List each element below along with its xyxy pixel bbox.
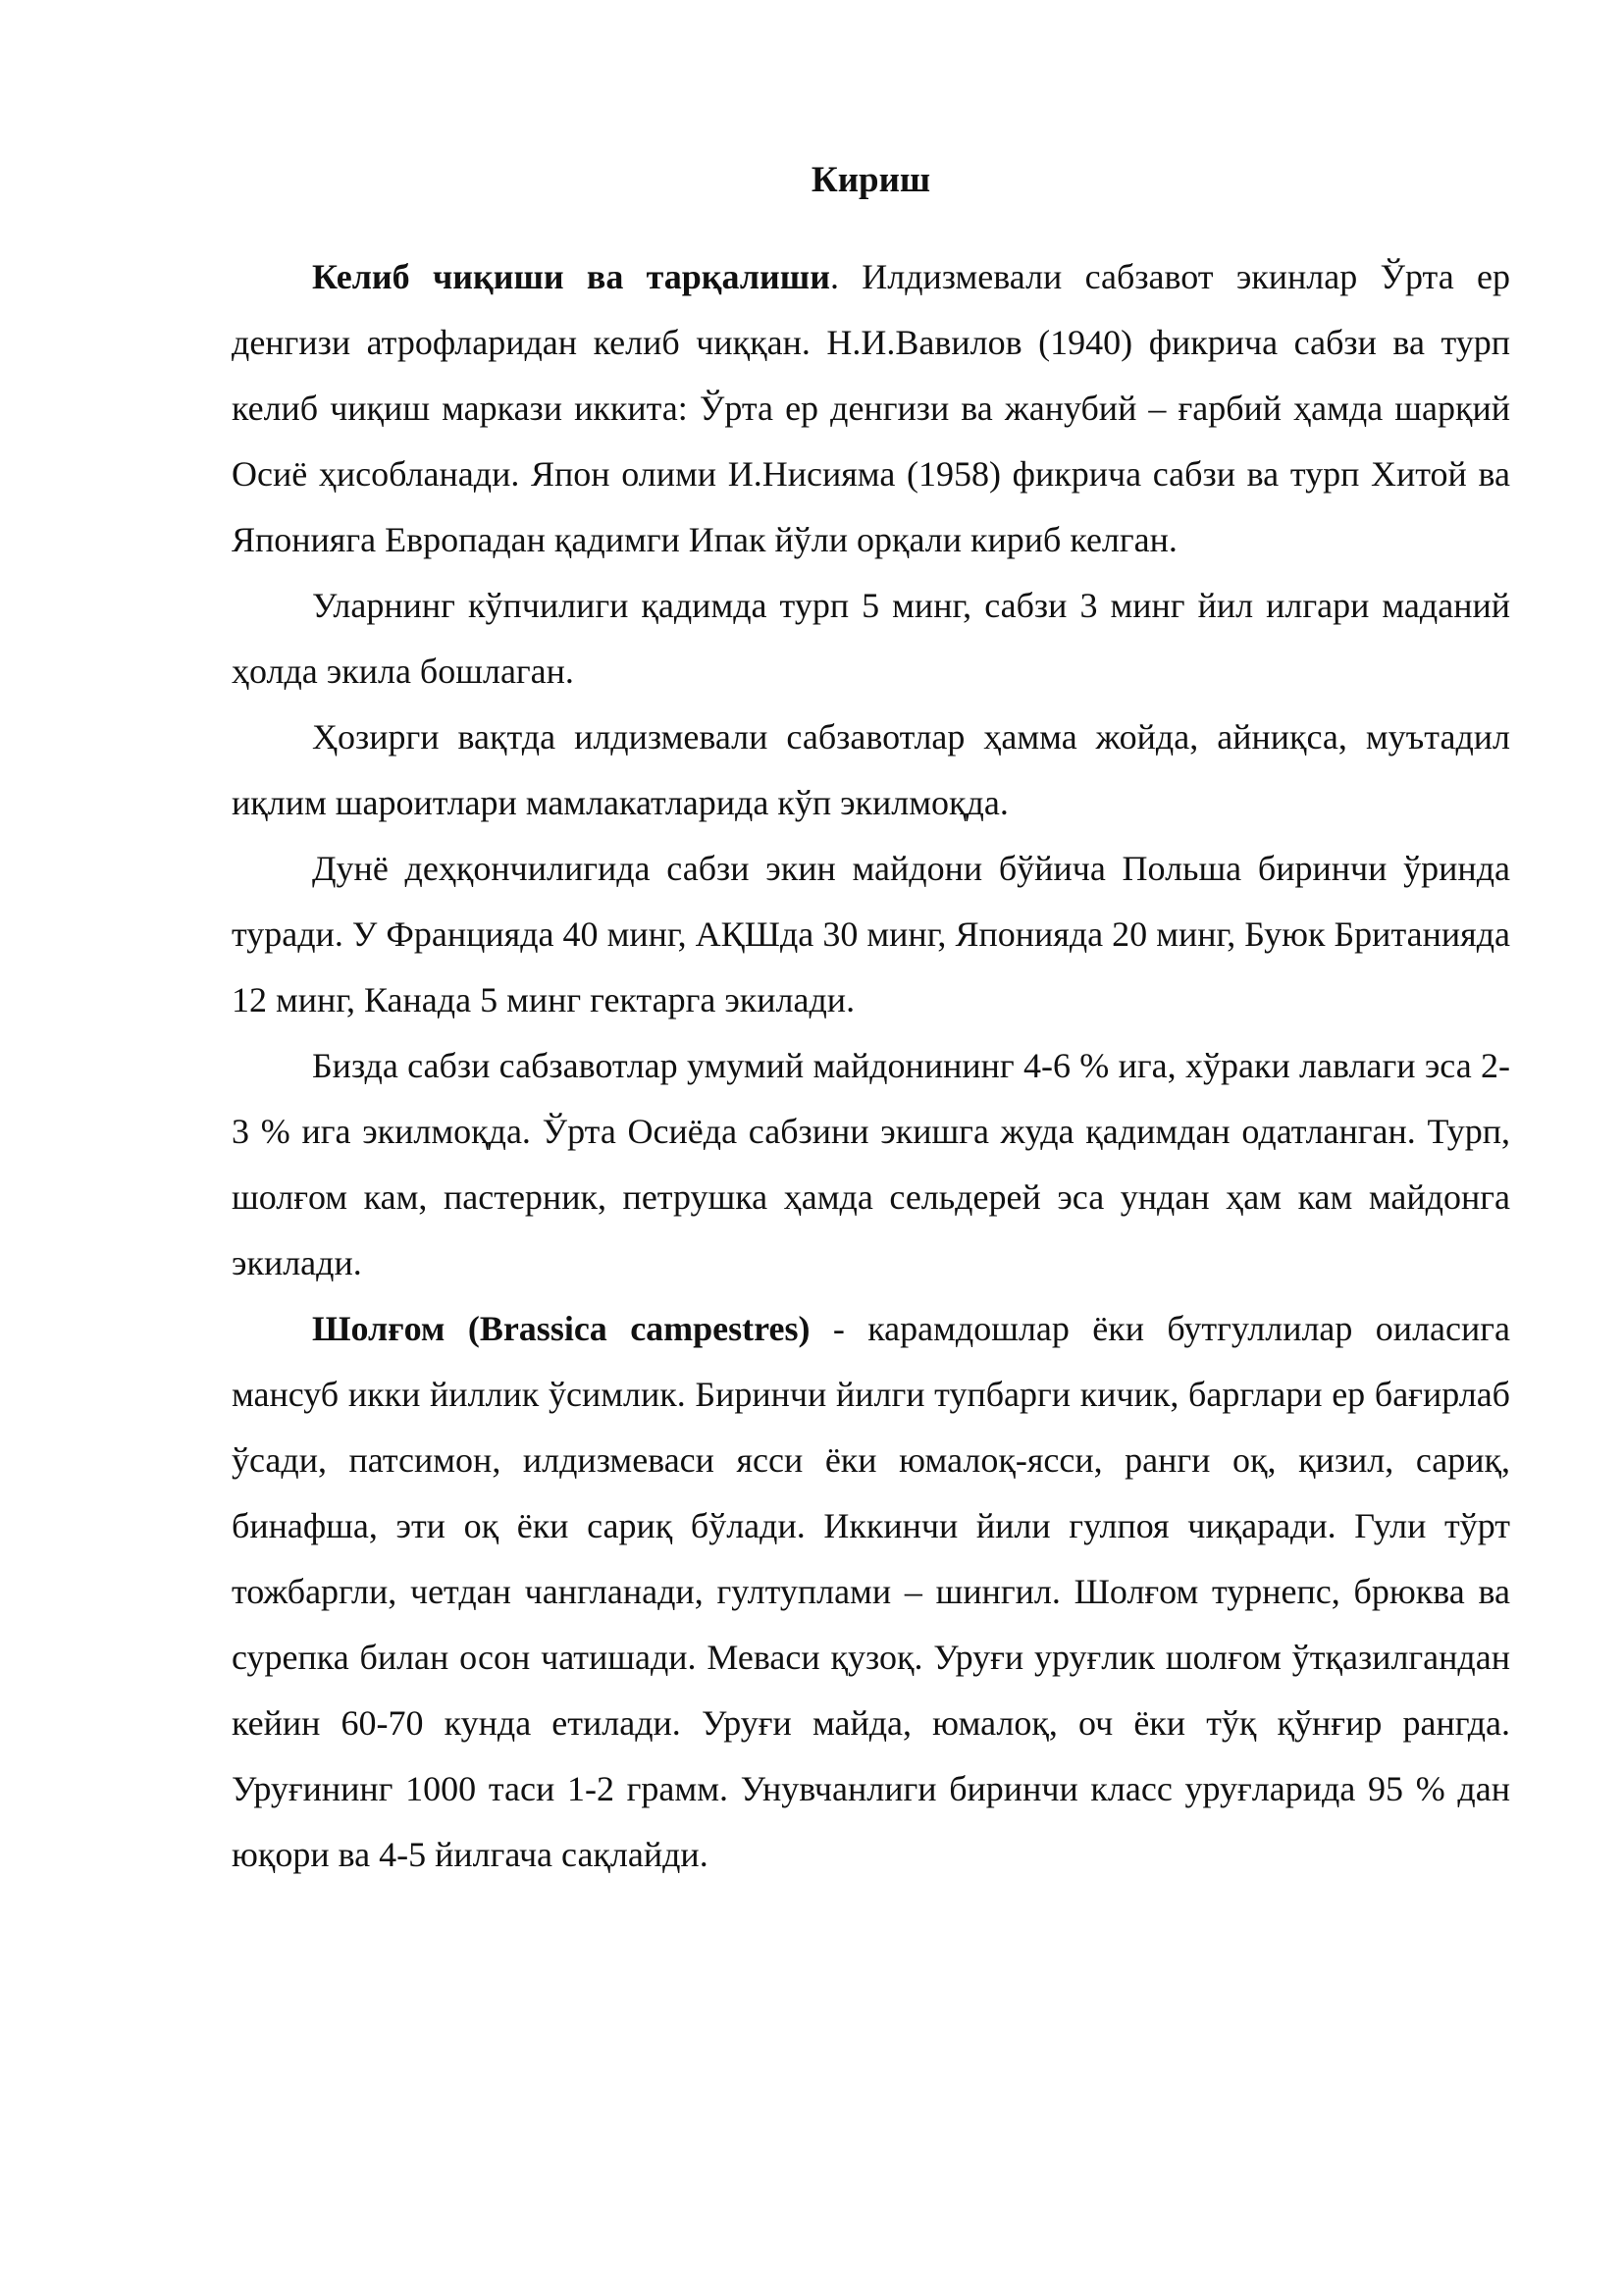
paragraph-lead: Шолғом (Brassica campestres) [312,1309,811,1348]
paragraph-local [232,1033,1510,1296]
document-body [232,147,1510,1888]
paragraph-text: Бизда сабзи сабзавотлар умумий майдонининг 4-6 % ига, хўраки лавлаги эса 2-3 % ига экилмоқда. Ўрта Осиёда сабзини экишга жуда қадимдан одатланган. Турп, шолғом кам, пастерник, петрушка ҳамда сельдерей эса ундан ҳам кам майдонга экилади. [232,1046,1510,1282]
paragraph-text: Дунё деҳқончилигида сабзи экин майдони бўйича Польша биринчи ўринда туради. У Францияда 40 минг, АҚШда 30 минг, Японияда 20 минг, Буюк Британияда 12 минг, Канада 5 минг гектарга экилади. [232,849,1510,1019]
paragraph-text: Ҳозирги вақтда илдизмевали сабзавотлар ҳамма жойда, айниқса, муътадил иқлим шароитлари мамлакатларида кўп экилмоқда. [232,717,1510,822]
paragraph-turnip [232,1296,1510,1888]
paragraph-present [232,704,1510,836]
paragraph-text: Уларнинг кўпчилиги қадимда турп 5 минг, сабзи 3 минг йил илгари маданий ҳолда экила бошлаган. [232,586,1510,691]
paragraph-text: - карамдошлар ёки бутгуллилар оиласига мансуб икки йиллик ўсимлик. Биринчи йилги тупбарги кичик, барглари ер бағирлаб ўсади, патсимон, илдизмеваси ясси ёки юмалоқ-ясси, ранги оқ, қизил, сариқ, бинафша, эти оқ ёки сариқ бўлади. Иккинчи йили гулпоя чиқаради. Гули тўрт тожбаргли, четдан чангланади, гултуплами – шингил. Шолғом турнепс, брюква ва сурепка билан осон чатишади. Меваси қузоқ. Уруғи уруғлик шолғом ўтқазилгандан кейин 60-70 кунда етилади. Уруғи майда, юмалоқ, оч ёки тўқ қўнғир рангда. Уруғининг 1000 таси 1-2 грамм. Унувчанлиги биринчи класс уруғларида 95 % дан юқори ва 4-5 йилгача сақлайди. [232,1309,1510,1874]
paragraph-text: . Илдизмевали сабзавот экинлар Ўрта ер денгизи атрофларидан келиб чиққан. Н.И.Вавилов (1940) фикрича сабзи ва турп келиб чиқиш маркази иккита: Ўрта ер денгизи ва жанубий – ғарбий ҳамда шарқий Осиё ҳисобланади. Япон олими И.Нисияма (1958) фикрича сабзи ва турп Хитой ва Японияга Европадан қадимги Ипак йўли орқали кириб келган. [232,257,1510,559]
page-title: Кириш [811,160,931,200]
paragraph-history [232,573,1510,704]
paragraph-lead: Келиб чиқиши ва тарқалиши [312,257,830,296]
paragraph-world [232,836,1510,1033]
paragraph-origin [232,244,1510,573]
